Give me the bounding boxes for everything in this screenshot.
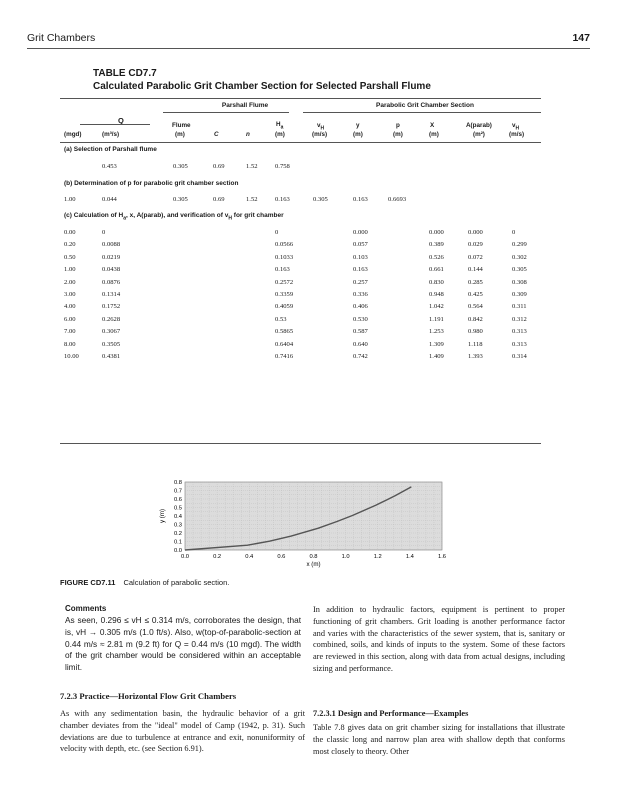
table-cell: 0.163 (275, 196, 290, 203)
table-top-rule (60, 98, 541, 99)
table-cell: 0.661 (429, 266, 444, 274)
table-cell: 7.00 (64, 328, 76, 336)
table-cell: 0.313 (512, 328, 527, 336)
table-cell: 0.526 (429, 253, 444, 261)
table-cell: 1.00 (64, 196, 76, 203)
x-tick-label: 0.0 (180, 554, 190, 560)
unit-x-m: (m) (429, 131, 439, 138)
table-cell: 0.742 (353, 353, 368, 360)
table-cell: 0.313 (512, 340, 527, 348)
x-axis-label: x (m) (306, 561, 321, 568)
table-bottom-rule (60, 443, 541, 444)
table-cell: 8.00 (64, 340, 76, 348)
table-cell: 0.311 (512, 303, 527, 311)
table-cell: 0.305 (173, 163, 188, 170)
y-axis-label: y (m) (159, 508, 166, 524)
table-cell: 0.3505 (102, 340, 121, 348)
x-tick-label: 1.4 (405, 554, 414, 560)
unit-mgd: (mgd) (64, 131, 82, 138)
table-cell: 0.308 (512, 278, 527, 286)
x-tick-label: 1.0 (341, 554, 350, 560)
table-cell: 0.072 (468, 253, 483, 261)
unit-m3s: (m³/s) (102, 131, 120, 138)
col-a-parab: A(parab) (466, 122, 492, 129)
table-cell: 0.564 (468, 303, 483, 311)
table-cell: 0.640 (353, 340, 368, 348)
table-cell: 1.253 (429, 328, 444, 336)
table-cell: 0.144 (468, 266, 483, 274)
col-x: X (430, 122, 435, 129)
section-b-label: (b) Determination of p for parabolic grit chamber section (64, 180, 239, 187)
table-cell: 0.2628 (102, 315, 121, 323)
table-cell: 0 (512, 229, 516, 236)
table-cell: 0.305 (173, 196, 188, 203)
y-tick-label: 0.2 (173, 531, 182, 537)
q-rule (80, 124, 150, 125)
col-h: $H_a$ (276, 121, 284, 131)
table-cell: 0.312 (512, 315, 527, 323)
table-cell: 0.305 (313, 196, 328, 203)
table-cell: 0.163 (275, 266, 290, 274)
table-cell: 0.6404 (275, 340, 294, 348)
table-cell: 10.00 (64, 353, 79, 360)
section-a-label: (a) Selection of Parshall flume (64, 146, 157, 153)
table-cell: 0.406 (353, 303, 368, 311)
table-cell: 0.0566 (275, 241, 294, 249)
table-cell: 3.00 (64, 291, 76, 298)
unit-flume-m: (m) (175, 131, 185, 138)
table-cell: 1.409 (429, 353, 444, 360)
table-cell: 0.3067 (102, 328, 121, 336)
table-cell: 1.118 (468, 340, 483, 348)
table-cell: 1.52 (246, 196, 258, 203)
col-c: C (214, 131, 219, 138)
right-paragraph-2: Table 7.8 gives data on grit chamber sizing for installations that illustrate the classic long and narrow plan area with shallow depth that conforms most closely to theory. Other (313, 723, 565, 756)
table-cell: 0 (275, 229, 279, 236)
x-tick-label: 0.2 (213, 554, 222, 560)
figure-caption (60, 578, 229, 587)
table-cell: 0.50 (64, 253, 76, 261)
col-n: n (246, 131, 250, 138)
figure-caption-text: Calculation of parabolic section. (123, 578, 230, 587)
table-cell: 0.0088 (102, 241, 121, 249)
comments-title: Comments (65, 604, 107, 613)
table-cell: 0.029 (468, 241, 483, 249)
table-cell: 0.302 (512, 253, 527, 261)
table-cell: 0.163 (353, 266, 368, 274)
table-cell: 0.000 (429, 229, 444, 236)
table-cell: 0.980 (468, 328, 483, 336)
table-cell: 0.305 (512, 266, 527, 274)
x-tick-label: 1.6 (437, 554, 447, 560)
table-cell: 0.285 (468, 278, 483, 286)
table-cell: 0.69 (213, 196, 225, 203)
table-cell: 0.7416 (275, 353, 294, 360)
x-tick-label: 0.8 (309, 554, 318, 560)
group-header-parshall: Parshall Flume (221, 102, 269, 109)
y-tick-label: 0.3 (173, 522, 182, 529)
col-q: Q (118, 116, 124, 125)
unit-vh2-ms: (m/s) (509, 131, 525, 138)
x-tick-label: 1.2 (373, 554, 382, 560)
running-head (27, 32, 590, 46)
table-cell: 0.336 (353, 291, 368, 298)
table-cell: 0.057 (353, 241, 368, 249)
y-tick-label: 0.8 (173, 480, 182, 486)
unit-vh-ms: (m/s) (312, 131, 328, 138)
table-cell: 2.00 (64, 278, 76, 286)
col-y: y (356, 122, 360, 129)
table-cell: 0.044 (102, 196, 117, 203)
table-cell: 0.842 (468, 315, 483, 323)
table-cell: 0.314 (512, 353, 527, 360)
table-cell: 0.948 (429, 291, 444, 298)
unit-y-m: (m) (353, 131, 363, 138)
chapter-title: Grit Chambers (27, 32, 96, 44)
group-rule-parabolic (303, 112, 541, 113)
table-cell: 0.00 (64, 229, 76, 236)
table-cell: 1.309 (429, 340, 444, 348)
table-cell: 4.00 (64, 303, 76, 311)
table-cell: 0.453 (102, 163, 117, 170)
table-cell: 0.758 (275, 163, 290, 170)
unit-a-m2: (m²) (473, 131, 485, 138)
comments-text: As seen, 0.296 ≤ vH ≤ 0.314 m/s, corroborates the design, that is, vH → 0.305 m/s (1.0 ft/s). Also, w(top-of-parabolic-section at 0.44 m/s ≈ 2.81 m (9.2 ft) for Q = 0.44 m/s (10 mgd). The width of the grit chamber would be considered within an acceptable limit. (65, 615, 301, 673)
table-cell: 0.299 (512, 241, 527, 249)
table-label: TABLE CD7.7 (93, 68, 157, 79)
table-cell: 1.00 (64, 266, 76, 274)
x-tick-label: 0.6 (277, 554, 286, 560)
table-header-rule (60, 142, 541, 143)
left-paragraph: As with any sedimentation basin, the hydraulic behavior of a grit chamber deviates from the "ideal" model of Camp (1942, p. 31). Such deviations are due to turbulence at entrance and exit, nonuniformity of velocity with depth, etc. (see Section 6.91). (60, 709, 305, 754)
table-cell: 1.191 (429, 315, 444, 323)
table-cell: 0.2572 (275, 278, 294, 286)
table-cell: 0.000 (353, 229, 368, 236)
table-cell: 0.1033 (275, 253, 294, 261)
section-c-label: (c) Calculation of $H_a$, x, A(parab), and verification of $v_H$ for grit chamber (64, 212, 284, 222)
group-rule-parshall (163, 112, 289, 113)
col-flume: Flume (172, 122, 191, 129)
y-tick-label: 0.1 (173, 539, 182, 546)
unit-h-m: (m) (275, 131, 285, 138)
table-title: Calculated Parabolic Grit Chamber Section for Selected Parshall Flume (93, 81, 431, 92)
y-tick-label: 0.4 (173, 514, 182, 520)
group-header-parabolic: Parabolic Grit Chamber Section (376, 102, 474, 109)
table-cell: 0.1752 (102, 303, 121, 311)
figure-label: FIGURE CD7.11 (60, 578, 116, 587)
table-cell: 0.163 (353, 196, 368, 203)
table-cell: 0.69 (213, 163, 225, 170)
table-cell: 0.000 (468, 229, 483, 236)
col-p: p (396, 122, 400, 129)
table-cell: 0.0219 (102, 253, 121, 261)
table-cell: 0.389 (429, 241, 444, 249)
table-cell: 0.0876 (102, 278, 121, 286)
table-cell: 1.52 (246, 163, 258, 170)
table-cell: 0.4059 (275, 303, 294, 311)
table-cell: 0.53 (275, 315, 287, 323)
table-cell: 0.425 (468, 291, 483, 298)
table-cell: 0.5865 (275, 328, 294, 336)
unit-p-m: (m) (393, 131, 403, 138)
table-cell: 0.257 (353, 278, 368, 286)
parabola-chart (150, 478, 480, 574)
section-heading: 7.2.3 Practice—Horizontal Flow Grit Chambers (60, 691, 237, 701)
header-rule (27, 48, 590, 49)
table-cell: 0.103 (353, 253, 368, 261)
page-number: 147 (572, 32, 590, 44)
y-tick-label: 0.6 (173, 497, 182, 503)
table-cell: 0.20 (64, 241, 76, 249)
table-cell: 1.393 (468, 353, 483, 360)
table-cell: 0.3359 (275, 291, 294, 298)
table-cell: 0.587 (353, 328, 368, 336)
table-cell: 0.1314 (102, 291, 121, 298)
y-tick-label: 0.0 (173, 548, 182, 554)
table-cell: 0.4381 (102, 353, 121, 360)
table-cell: 0.6693 (388, 196, 407, 203)
table-cell: 0.830 (429, 278, 444, 286)
table-cell: 0.0438 (102, 266, 121, 274)
col-v-h-2: $v_H$ (512, 122, 520, 132)
col-v-h: $v_H$ (317, 122, 325, 132)
table-cell: 6.00 (64, 315, 76, 323)
y-tick-label: 0.5 (173, 505, 182, 512)
right-paragraph: In addition to hydraulic factors, equipment is pertinent to proper functioning of grit chambers. Grit loading is another performance factor and varies with the characteristics of the sewer system, that is, sanitary or combined, soils, and kinds of inputs to the system. Some of these factors are reviewed in this section, along with data from actual designs, including sizing and performance. (313, 605, 565, 673)
table-cell: 0 (102, 229, 106, 236)
x-tick-label: 0.4 (245, 554, 254, 560)
table-cell: 1.042 (429, 303, 444, 311)
subsection-heading: 7.2.3.1 Design and Performance—Examples (313, 709, 469, 718)
table-cell: 0.530 (353, 315, 368, 323)
table-cell: 0.309 (512, 291, 527, 298)
y-tick-label: 0.7 (173, 488, 182, 495)
